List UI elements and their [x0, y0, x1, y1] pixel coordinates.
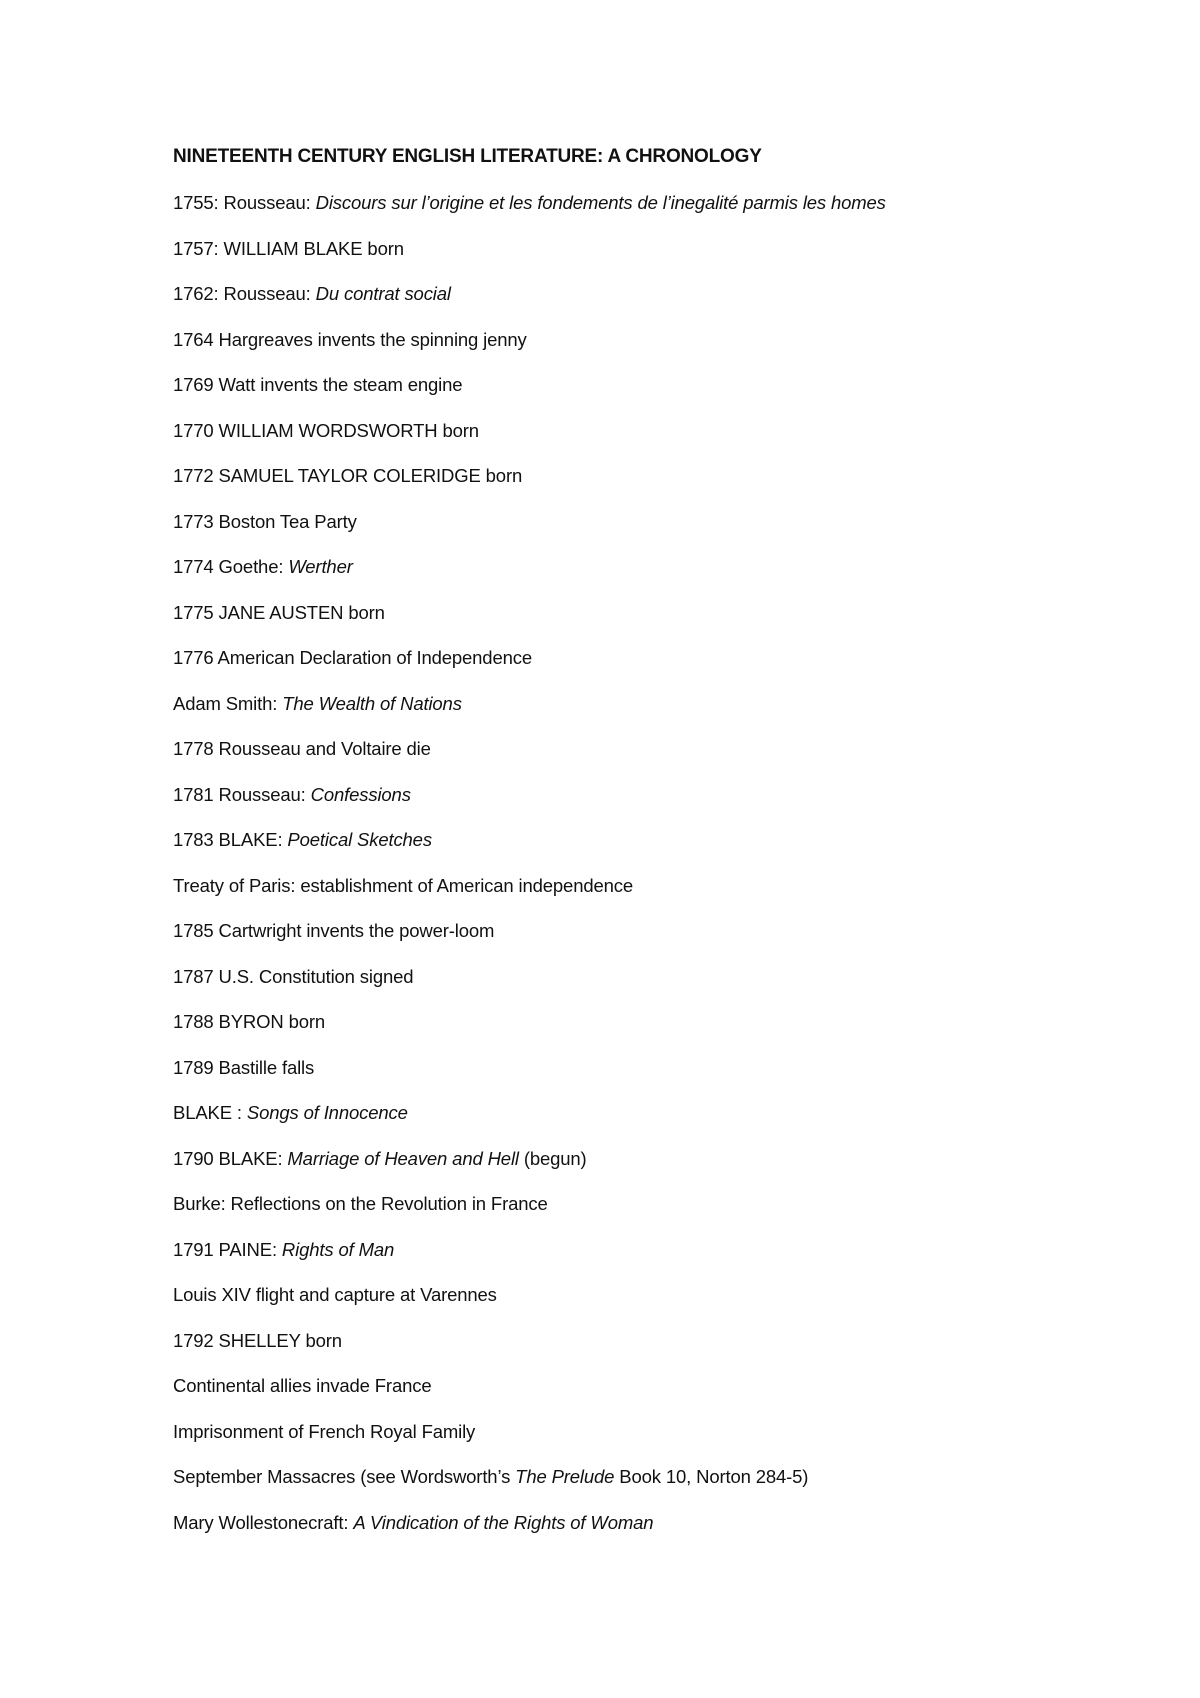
document-title: NINETEENTH CENTURY ENGLISH LITERATURE: A CHRONOLOGY: [173, 146, 762, 167]
entry-text-suffix: (begun): [518, 1147, 587, 1169]
chronology-entry: [173, 329, 886, 375]
entry-text: 1789 Bastille falls: [173, 1056, 315, 1078]
entry-text: Adam Smith:: [173, 692, 283, 714]
entry-text: Burke: Reflections on the Revolution in France: [173, 1193, 548, 1214]
chronology-entry: [173, 738, 886, 784]
entry-text: 1790 BLAKE:: [173, 1147, 288, 1169]
chronology-entry: [173, 511, 886, 557]
chronology-entry: [173, 966, 886, 1012]
chronology-entry: [173, 556, 886, 602]
chronology-entry: [173, 1011, 886, 1057]
chronology-entry: [173, 875, 886, 921]
chronology-entry: [173, 829, 886, 875]
entry-text-suffix: Book 10, Norton 284-5): [614, 1466, 809, 1487]
chronology-entry: [173, 1284, 886, 1330]
entry-text: 1792 SHELLEY born: [173, 1329, 342, 1351]
chronology-entry: [173, 465, 886, 511]
entry-work-title: Poetical Sketches: [287, 829, 432, 850]
entry-text: 1785 Cartwright invents the power-loom: [173, 920, 495, 941]
entry-text: 1755: Rousseau:: [173, 192, 316, 213]
chronology-entry: [173, 647, 886, 693]
chronology-entry: [173, 374, 886, 420]
chronology-entry: [173, 1148, 886, 1194]
entry-text: BLAKE :: [173, 1102, 247, 1123]
entry-text: Louis XIV flight and capture at Varennes: [173, 1284, 497, 1305]
chronology-entry: [173, 920, 886, 966]
chronology-entry: [173, 283, 886, 329]
entry-text: 1769 Watt invents the steam engine: [173, 374, 463, 395]
chronology-entry: [173, 420, 886, 466]
chronology-entry: [173, 1330, 886, 1376]
chronology-entry: [173, 784, 886, 830]
entry-work-title: Songs of Innocence: [246, 1102, 408, 1123]
entry-work-title: A Vindication of the Rights of Woman: [353, 1511, 654, 1533]
entry-text: Continental allies invade France: [173, 1375, 432, 1396]
entry-text: 1783 BLAKE:: [173, 829, 288, 850]
chronology-list: [173, 192, 886, 1557]
entry-work-title: The Wealth of Nations: [282, 692, 462, 714]
entry-text: Treaty of Paris: establishment of American independence: [173, 874, 633, 896]
chronology-entry: [173, 1102, 886, 1148]
entry-text: 1772 SAMUEL TAYLOR COLERIDGE born: [173, 465, 523, 486]
chronology-entry: [173, 693, 886, 739]
chronology-entry: [173, 1057, 886, 1103]
chronology-entry: [173, 1193, 886, 1239]
entry-text: 1774 Goethe:: [173, 556, 289, 577]
entry-text: 1773 Boston Tea Party: [173, 510, 357, 532]
entry-text: 1770 WILLIAM WORDSWORTH born: [173, 419, 479, 441]
entry-work-title: Discours sur l’origine et les fondements de l’inegalité parmis les homes: [315, 192, 886, 213]
entry-work-title: Confessions: [310, 783, 411, 805]
entry-work-title: Du contrat social: [315, 283, 451, 304]
chronology-entry: [173, 1239, 886, 1285]
entry-text: 1776 American Declaration of Independence: [173, 647, 532, 668]
entry-text: 1778 Rousseau and Voltaire die: [173, 738, 431, 759]
entry-text: 1788 BYRON born: [173, 1011, 326, 1032]
entry-text: Imprisonment of French Royal Family: [173, 1420, 476, 1442]
entry-work-title: Werther: [288, 556, 353, 577]
chronology-entry: [173, 238, 886, 284]
entry-work-title: The Prelude: [515, 1466, 615, 1487]
chronology-entry: [173, 1375, 886, 1421]
chronology-entry: [173, 1466, 886, 1512]
entry-work-title: Marriage of Heaven and Hell: [287, 1147, 519, 1169]
entry-text: 1775 JANE AUSTEN born: [173, 601, 385, 623]
entry-text: 1787 U.S. Constitution signed: [173, 965, 414, 987]
entry-text: September Massacres (see Wordsworth’s: [173, 1466, 516, 1487]
chronology-entry: [173, 1421, 886, 1467]
chronology-entry: [173, 602, 886, 648]
entry-text: 1791 PAINE:: [173, 1238, 282, 1260]
entry-work-title: Rights of Man: [281, 1238, 395, 1260]
entry-text: 1757: WILLIAM BLAKE born: [173, 237, 404, 259]
entry-text: 1781 Rousseau:: [173, 783, 311, 805]
entry-text: 1764 Hargreaves invents the spinning jenny: [173, 328, 527, 350]
entry-text: Mary Wollestonecraft:: [173, 1511, 354, 1533]
entry-text: 1762: Rousseau:: [173, 283, 316, 304]
chronology-entry: [173, 192, 886, 238]
chronology-entry: [173, 1512, 886, 1558]
